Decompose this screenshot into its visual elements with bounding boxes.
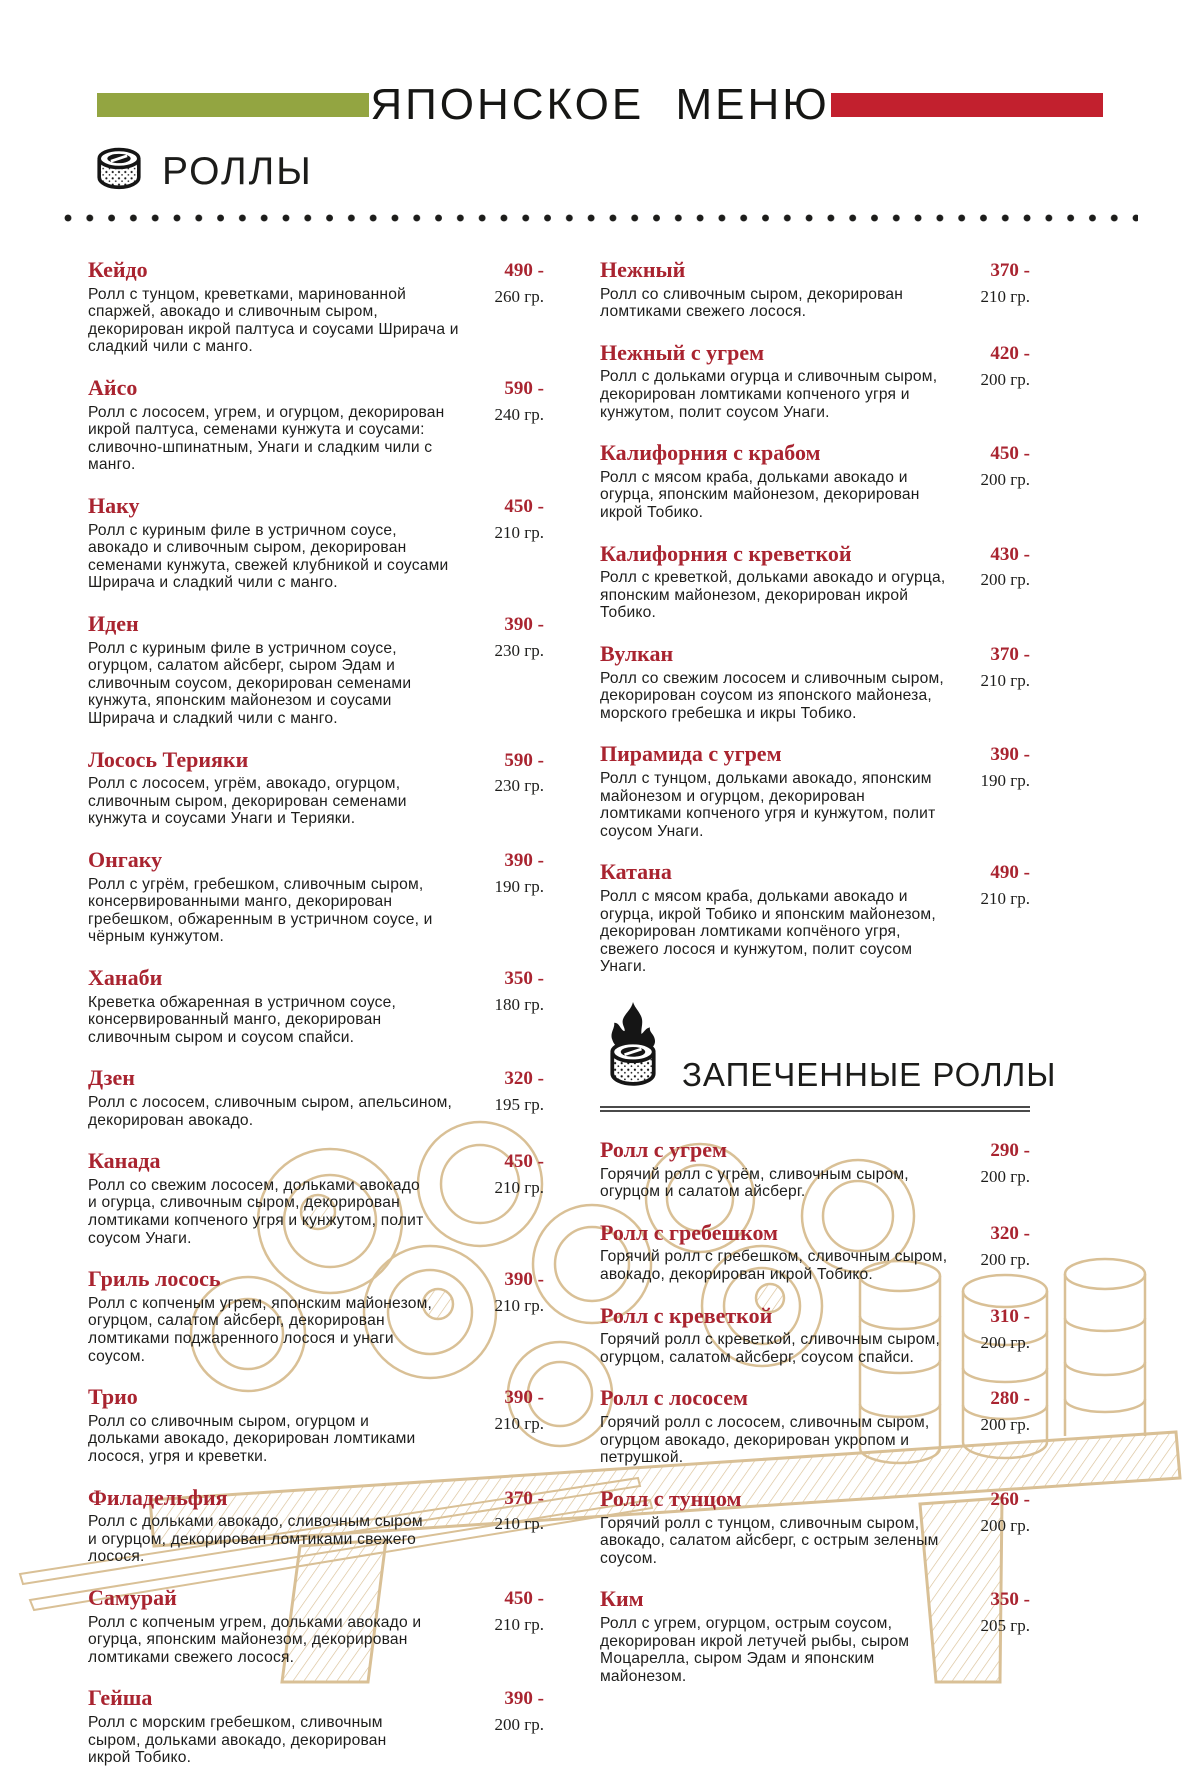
item-price: 450 - [990,443,1030,465]
menu-item [600,1386,1030,1466]
item-price-block [938,343,1030,390]
page-title: ЯПОНСКОЕ МЕНЮ [370,80,830,129]
menu-item [88,494,544,592]
item-name: Гриль лосось [88,1266,221,1292]
item-description: Горячий ролл с тунцом, сливочным сыром, авокадо, салатом айсберг, с острым зеленым соусом. [600,1514,939,1567]
header-bar-left [97,93,369,117]
menu-item [600,542,1030,622]
menu-item [600,258,1030,321]
menu-item [600,441,1030,521]
item-price: 490 - [990,862,1030,884]
item-price: 390 - [504,1688,544,1710]
item-name: Трио [88,1384,138,1410]
item-price: 390 - [504,1269,544,1291]
item-description: Ролл с тунцом, креветками, маринованной спаржей, авокадо и сливочным сыром, декорирован икрой палтуса и соусами Шрирача и сладкий чили с манго. [88,285,459,356]
item-weight: 260 гр. [494,286,544,306]
item-name: Ролл с угрем [600,1137,728,1163]
item-weight: 210 гр. [494,1614,544,1634]
menu-item [88,1686,544,1766]
menu-item [88,1586,544,1666]
item-price: 320 - [990,1222,1030,1244]
menu-item [88,1486,544,1566]
section-title-baked-rolls: ЗАПЕЧЕННЫЕ РОЛЛЫ [682,1056,1057,1094]
baked-rolls-items [600,1138,1030,1685]
item-price-block [938,1140,1030,1187]
item-weight: 240 гр. [494,404,544,424]
item-name: Филадельфия [88,1484,228,1510]
item-name: Нежный [600,257,686,282]
item-price: 320 - [504,1068,544,1090]
item-price-block [452,378,544,425]
item-description: Ролл с лососем, сливочным сыром, апельсином, декорирован авокадо. [88,1094,453,1129]
item-name: Кейдо [88,257,148,282]
item-price: 590 - [504,749,544,771]
item-price: 390 - [504,1387,544,1409]
item-description: Ролл с куриным филе в устричном соусе, огурцом, салатом айсберг, сыром Эдам и сливочным соусом, декорирован семенами кунжута, японским майонезом и соусами Шрирача и сладкий чили с манго. [88,639,412,727]
item-weight: 200 гр. [980,1166,1030,1186]
menu-item [88,1066,544,1129]
page-header [0,0,1200,130]
item-description: Ролл с дольками огурца и сливочным сыром, декорирован ломтиками копченого угря и кунжутом, полит соусом Унаги. [600,368,938,421]
menu-item [88,966,544,1046]
item-weight: 200 гр. [980,470,1030,490]
item-description: Ролл с морским гребешком, сливочным сыром, дольками авокадо, декорирован икрой Тобико. [88,1714,387,1767]
item-weight: 200 гр. [980,570,1030,590]
item-name: Лосось Терияки [88,746,249,772]
item-price-block [452,1488,544,1535]
menu-item [88,258,544,356]
item-name: Самурай [88,1585,177,1611]
item-price: 350 - [504,968,544,989]
item-price-block [452,750,544,797]
menu-item [600,742,1030,840]
item-name: Ролл с лососем [600,1385,748,1411]
menu-item [88,376,544,474]
item-price: 310 - [990,1305,1030,1327]
item-name: Гейша [88,1685,153,1711]
item-weight: 200 гр. [980,1515,1030,1535]
item-price-block [452,1269,544,1316]
menu-columns [88,258,1200,1787]
item-description: Ролл с куриным филе в устричном соусе, авокадо и сливочным сыром, декорирован семенами кунжута, свежей клубникой и соусами Шрирача и сладкий чили с манго. [88,521,449,592]
item-price: 290 - [990,1140,1030,1162]
item-description: Ролл с угрём, гребешком, сливочным сыром, консервированными манго, декорирован гребешком, обжаренным в устричном соусе, и чёрным кунжутом. [88,875,433,946]
item-weight: 210 гр. [494,1414,544,1434]
rolls-column-right [600,257,1057,1705]
item-description: Ролл с креветкой, дольками авокадо и огурца, японским майонезом, декорирован икрой Тобико. [600,569,946,622]
item-weight: 200 гр. [980,369,1030,389]
item-name: Вулкан [600,641,674,667]
item-price-block [938,260,1030,307]
item-description: Ролл со свежим лососем и сливочным сыром, декорирован соусом из японского майонеза, морского гребешка и икры Тобико. [600,669,944,722]
menu-item [600,1221,1030,1284]
flaming-sushi-roll-icon [600,1002,666,1098]
item-description: Ролл с лососем, угрём, авокадо, огурцом, сливочным сыром, декорирован семенами кунжута и соусами Унаги и Терияки. [88,775,407,828]
item-description: Ролл со сливочным сыром, огурцом и дольками авокадо, декорирован ломтиками лосося, угря и креветки. [88,1412,416,1466]
item-name: Пирамида с угрем [600,741,782,767]
item-price-block [452,1068,544,1115]
item-price: 450 - [504,1151,544,1173]
item-description: Ролл с копченым угрем, дольками авокадо и огурца, японским майонезом, декорирован ломтиками свежего лосося. [88,1613,422,1666]
item-name: Ханаби [88,965,163,990]
item-weight: 210 гр. [980,889,1030,909]
item-price: 370 - [990,260,1030,281]
item-description: Ролл с угрем, огурцом, острым соусом, декорирован икрой летучей рыбы, сыром Моцарелла, сыром Эдам и японским майонезом. [600,1614,910,1685]
menu-item [600,642,1030,722]
item-name: Айсо [88,375,138,400]
item-weight: 200 гр. [980,1332,1030,1352]
menu-item [600,1487,1030,1567]
menu-item [600,860,1030,976]
item-price-block [452,496,544,543]
item-weight: 210 гр. [494,1178,544,1198]
item-description: Ролл с лососем, угрем, и огурцом, декорирован икрой палтуса, семенами кунжута и соусами: сливочно-шпинатным, Унаги и сладким чили с манго. [88,403,445,474]
item-price-block [938,1306,1030,1353]
item-description: Горячий ролл с лососем, сливочным сыром, огурцом авокадо, декорирован укропом и петрушкой. [600,1414,930,1467]
item-price-block [452,1387,544,1434]
item-price-block [938,1223,1030,1270]
item-description: Горячий ролл с угрём, сливочным сыром, огурцом и салатом айсберг. [600,1165,909,1201]
menu-item [88,1385,544,1465]
item-name: Ролл с гребешком [600,1219,779,1245]
item-description: Ролл с копченым угрем, японским майонезом, огурцом, салатом айсберг, декорирован ломтиками поджаренного лосося и унаги соусом. [88,1294,433,1365]
item-name: Канада [88,1148,161,1174]
menu-item [600,1304,1030,1367]
item-weight: 210 гр. [494,522,544,542]
item-description: Ролл с мясом краба, дольками авокадо и огурца, икрой Тобико и японским майонезом, декорирован ломтиками копчёного угря, свежего лосося и кунжутом, полит соусом Унаги. [600,888,936,976]
item-name: Наку [88,493,140,518]
item-description: Ролл с дольками авокадо, сливочным сыром и огурцом, декорирован ломтиками свежего лосося. [88,1513,423,1566]
item-description: Горячий ролл с гребешком, сливочным сыром, авокадо, декорирован икрой Тобико. [600,1248,948,1284]
item-price: 390 - [990,744,1030,766]
menu-item [88,1267,544,1365]
item-description: Ролл со сливочным сыром, декорирован ломтиками свежего лосося. [600,285,904,321]
item-price: 370 - [990,644,1030,666]
menu-item [88,848,544,946]
item-weight: 205 гр. [980,1616,1030,1636]
item-weight: 190 гр. [494,876,544,896]
item-price-block [452,968,544,1015]
menu-item [88,612,544,728]
item-price-block [938,862,1030,909]
item-description: Горячий ролл с креветкой, сливочным сыром, огурцом, салатом айсберг, соусом спайси. [600,1331,941,1366]
item-price-block [452,850,544,897]
item-price: 430 - [990,543,1030,565]
rolls-column-left [88,258,544,1787]
rolls-right-items [600,258,1030,976]
item-name: Ролл с креветкой [600,1302,773,1328]
item-price-block [452,260,544,307]
item-name: Иден [88,611,139,636]
item-weight: 200 гр. [980,1415,1030,1435]
item-price-block [452,1688,544,1735]
item-name: Дзен [88,1065,135,1091]
item-price: 420 - [990,342,1030,364]
item-price: 450 - [504,496,544,517]
item-name: Онгаку [88,847,163,872]
item-price: 590 - [504,378,544,399]
item-weight: 210 гр. [980,286,1030,306]
item-price: 370 - [504,1487,544,1509]
menu-item [600,1587,1030,1685]
item-description: Креветка обжаренная в устричном соусе, консервированный манго, декорирован сливочным сыром и соусом спайси. [88,993,397,1046]
item-weight: 210 гр. [494,1514,544,1534]
section-head-baked-rolls [600,1002,1057,1098]
item-price-block [938,744,1030,791]
menu-item [600,1138,1030,1201]
item-name: Ким [600,1586,644,1612]
menu-item [88,1149,544,1247]
item-name: Нежный с угрем [600,339,765,365]
item-price-block [938,544,1030,591]
item-description: Ролл с мясом краба, дольками авокадо и огурца, японским майонезом, декорирован икрой Тобико. [600,468,920,522]
header-bar-right [831,93,1103,117]
item-price-block [938,1388,1030,1435]
item-price-block [452,1151,544,1198]
item-price-block [452,1588,544,1635]
section-head-rolls [92,144,1200,200]
item-description: Ролл с тунцом, дольками авокадо, японским майонезом и огурцом, декорирован ломтиками копченого угря и кунжутом, полит соусом Унаги. [600,770,936,840]
item-name: Калифорния с креветкой [600,540,852,566]
item-price-block [938,644,1030,691]
item-price: 390 - [504,850,544,871]
baked-rolls-divider [600,1106,1030,1112]
item-name: Катана [600,859,672,885]
item-name: Ролл с тунцом [600,1485,742,1511]
section-title-rolls: РОЛЛЫ [162,150,313,193]
item-price: 280 - [990,1388,1030,1410]
item-weight: 210 гр. [494,1296,544,1316]
item-weight: 195 гр. [494,1095,544,1115]
item-weight: 230 гр. [494,640,544,660]
item-price: 260 - [990,1488,1030,1510]
item-weight: 180 гр. [494,994,544,1014]
item-price: 450 - [504,1588,544,1610]
item-weight: 200 гр. [980,1249,1030,1269]
item-price-block [452,614,544,661]
sushi-roll-icon [92,144,146,200]
menu-item [88,748,544,828]
dotted-divider [64,214,1138,222]
item-price: 350 - [990,1589,1030,1611]
item-weight: 210 гр. [980,670,1030,690]
item-price: 390 - [504,614,544,635]
item-name: Калифорния с крабом [600,440,821,466]
item-price-block [938,1489,1030,1536]
menu-item [600,341,1030,421]
item-description: Ролл со свежим лососем, дольками авокадо и огурца, сливочным сыром, декорирован ломтиками копченого угря и кунжутом, полит соусом Унаги. [88,1176,424,1247]
item-weight: 190 гр. [980,771,1030,791]
item-weight: 200 гр. [494,1715,544,1735]
item-price-block [938,1589,1030,1636]
item-weight: 230 гр. [494,776,544,796]
item-price-block [938,443,1030,490]
item-price: 490 - [504,260,544,281]
